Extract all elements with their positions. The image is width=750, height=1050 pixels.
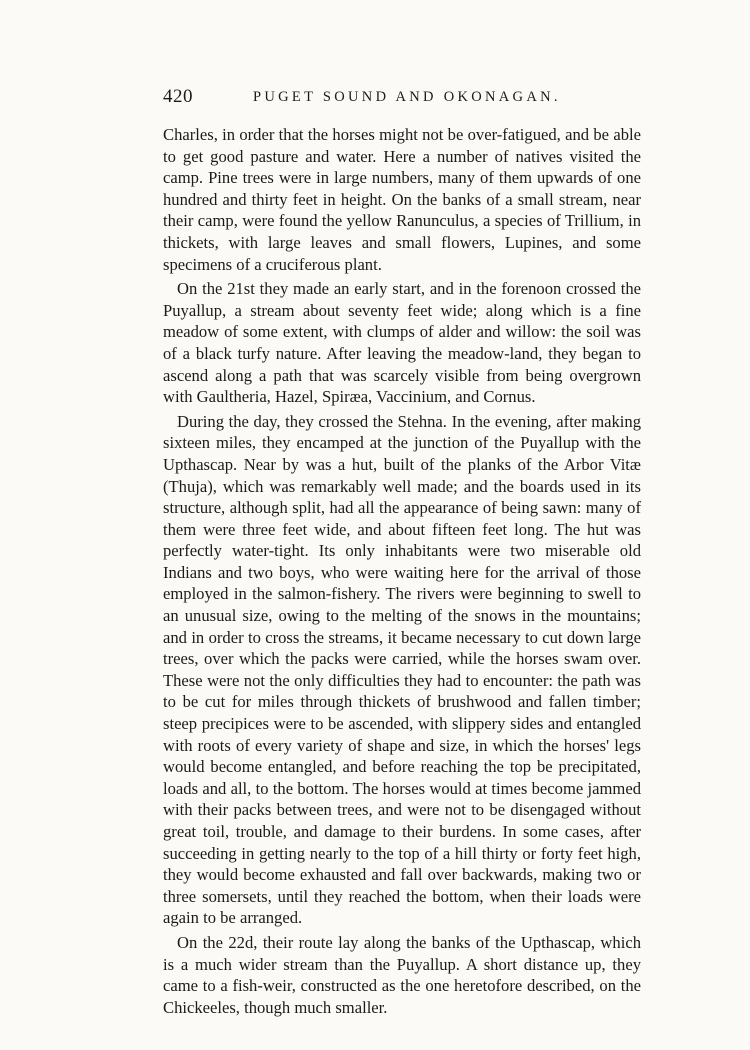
running-title: PUGET SOUND AND OKONAGAN. xyxy=(253,89,561,105)
paragraph-stehna: During the day, they crossed the Stehna. In the evening, after making sixteen miles, they encamped at the junction of the Puyallup with the Upthascap. Near by was a hut, built of the planks of the Arbor Vitæ (Thuja), which was remarkably well made; and the boards used in its structure, although split, had all the appearance of being sawn: many of them were three feet wide, and about fifteen feet long. The hut was perfectly water-tight. Its only inhabitants were two miserable old Indians and two boys, who were waiting here for the arrival of those employed in the salmon-fishery. The rivers were beginning to swell to an unusual size, owing to the melting of the snows in the mountains; and in order to cross the streams, it became necessary to cut down large trees, over which the packs were carried, while the horses swam over. These were not the only difficulties they had to encounter: the path was to be cut for miles through thickets of brushwood and fallen timber; steep precipices were to be ascended, with slippery sides and entangled with roots of every variety of shape and size, in which the horses' legs would become entangled, and before reaching the top be precipitated, loads and all, to the bottom. The horses would at times become jammed with their packs between trees, and were not to be disengaged without great toil, trouble, and damage to their burdens. In some cases, after succeeding in getting nearly to the top of a hill thirty or forty feet high, they would become exhausted and fall over backwards, making two or three somersets, until they reached the bottom, when their loads were again to be arranged. xyxy=(163,411,641,928)
paragraph-22d: On the 22d, their route lay along the banks of the Upthascap, which is a much wider stream than the Puyallup. A short distance up, they came to a fish-weir, constructed as the one heretofore described, on the Chickeeles, though much smaller. xyxy=(163,932,641,1017)
body-text xyxy=(163,124,641,1018)
paragraph-continuation: Charles, in order that the horses might not be over-fatigued, and be able to get good pasture and water. Here a number of natives visited the camp. Pine trees were in large numbers, many of them upwards of one hundred and thirty feet in height. On the banks of a small stream, near their camp, were found the yellow Ranunculus, a species of Trillium, in thickets, with large leaves and small flowers, Lupines, and some specimens of a cruciferous plant. xyxy=(163,125,641,274)
page-number: 420 xyxy=(163,86,193,107)
paragraph-21st: On the 21st they made an early start, and in the forenoon crossed the Puyallup, a stream about seventy feet wide; along which is a fine meadow of some extent, with clumps of alder and willow: the soil was of a black turfy nature. After leaving the meadow-land, they began to ascend along a path that was scarcely visible from being overgrown with Gaultheria, Hazel, Spiræa, Vaccinium, and Cornus. xyxy=(163,279,641,407)
page-header xyxy=(163,86,643,116)
